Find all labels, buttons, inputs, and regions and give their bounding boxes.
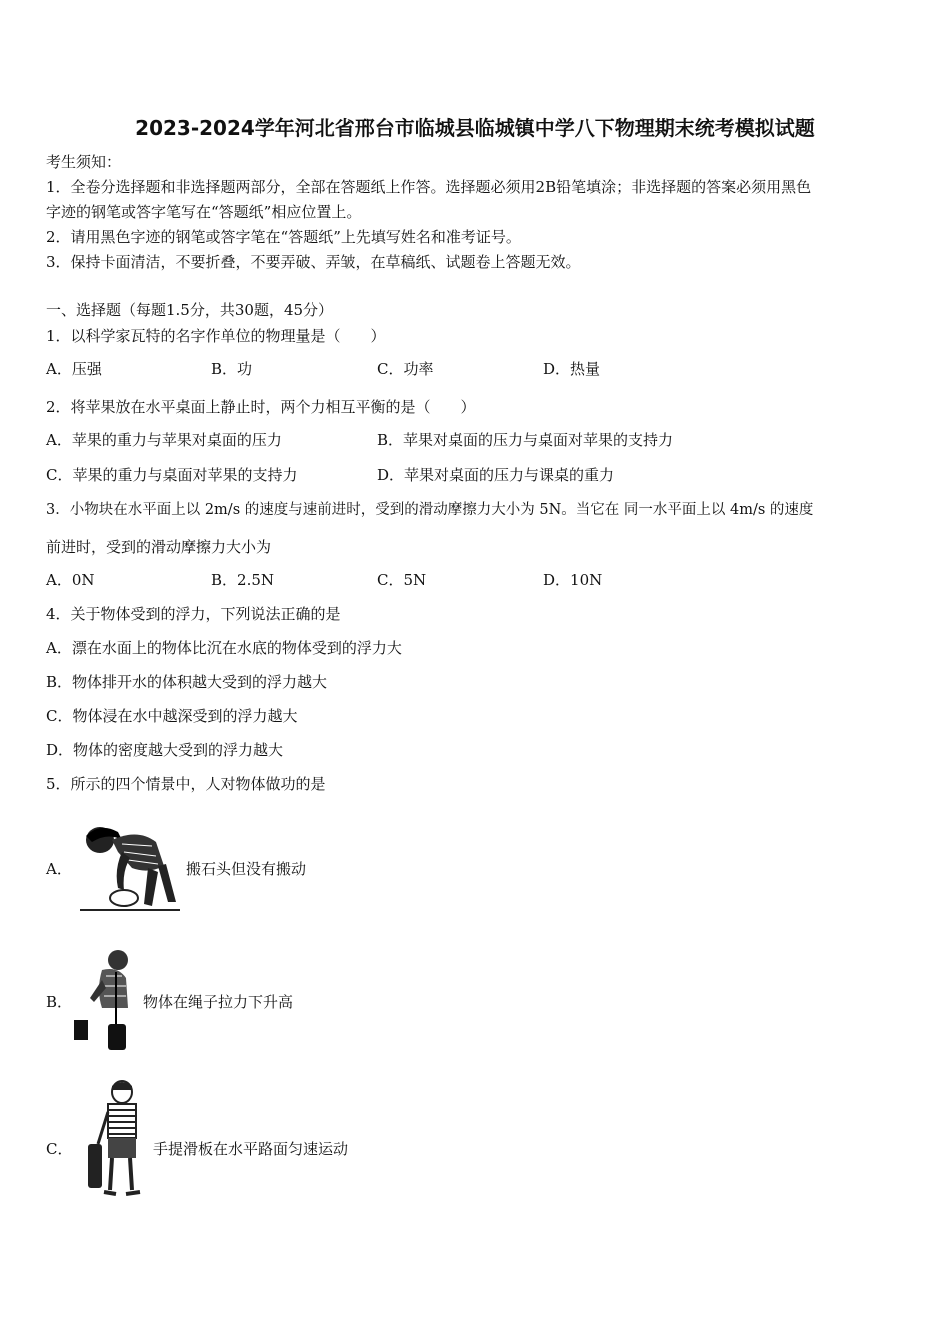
- q4-option-d: D．物体的密度越大受到的浮力越大: [46, 741, 284, 759]
- figure-c-shoes: [104, 1192, 140, 1194]
- notice-line-3: 2．请用黑色字迹的钢笔或答字笔在“答题纸”上先填写姓名和准考证号。: [46, 228, 521, 246]
- q1-option-a: A．压强: [46, 360, 102, 378]
- q2-stem: 2．将苹果放在水平桌面上静止时，两个力相互平衡的是（ ）: [46, 398, 476, 416]
- figure-b-object: [74, 1020, 88, 1040]
- figure-a-leg-right: [158, 864, 176, 902]
- figure-c-legs: [110, 1158, 132, 1190]
- notice-line-2: 字迹的钢笔或答字笔写在“答题纸”相应位置上。: [46, 203, 362, 221]
- q5-option-c-letter: C．: [46, 1140, 73, 1158]
- q3-option-c: C．5N: [377, 571, 427, 589]
- figure-a-arm: [117, 852, 130, 890]
- q2-option-c: C．苹果的重力与桌面对苹果的支持力: [46, 466, 298, 484]
- section-heading: 一、选择题（每题1.5分，共30题，45分）: [46, 301, 334, 319]
- q5-figure-a-person-lifting-stone: [78, 818, 182, 916]
- q5-option-a-letter: A．: [46, 860, 72, 878]
- q5-option-b-letter: B．: [46, 993, 73, 1011]
- figure-b-head: [108, 950, 128, 970]
- q2-option-d: D．苹果对桌面的压力与课桌的重力: [377, 466, 615, 484]
- q4-option-a: A．漂在水面上的物体比沉在水底的物体受到的浮力大: [46, 639, 402, 657]
- figure-c-arm: [98, 1112, 108, 1144]
- q5-stem: 5．所示的四个情景中，人对物体做功的是: [46, 775, 326, 793]
- figure-c-skateboard: [88, 1144, 102, 1188]
- figure-b-bucket: [108, 1024, 126, 1050]
- q5-figure-c-person-carrying-skateboard: [84, 1078, 148, 1202]
- q5-option-c-caption: 手提滑板在水平路面匀速运动: [153, 1140, 349, 1158]
- q3-stem-line-1: 3．小物块在水平面上以 2m/s 的速度与速前进时，受到的滑动摩擦力大小为 5N。当它在 同一水平面上以 4m/s 的速度: [46, 502, 814, 518]
- q3-option-b: B．2.5N: [211, 571, 275, 589]
- q4-option-b: B．物体排开水的体积越大受到的浮力越大: [46, 673, 328, 691]
- q4-stem: 4．关于物体受到的浮力，下列说法正确的是: [46, 605, 341, 623]
- notice-line-4: 3．保持卡面清洁，不要折叠，不要弄破、弄皱，在草稿纸、试题卷上答题无效。: [46, 253, 581, 271]
- q5-option-b-caption: 物体在绳子拉力下升高: [143, 993, 294, 1011]
- q1-option-d: D．热量: [543, 360, 601, 378]
- q3-option-d: D．10N: [543, 571, 603, 589]
- figure-a-stone: [110, 890, 138, 906]
- q1-option-c: C．功率: [377, 360, 434, 378]
- exam-title: 2023-2024学年河北省邢台市临城县临城镇中学八下物理期末统考模拟试题: [135, 116, 815, 140]
- q5-option-a-caption: 搬石头但没有搬动: [186, 860, 307, 878]
- q3-stem-line-2: 前进时，受到的滑动摩擦力大小为: [46, 538, 272, 556]
- q5-figure-b-person-pulling-rope: [72, 946, 138, 1054]
- q1-stem: 1．以科学家瓦特的名字作单位的物理量是（ ）: [46, 327, 386, 345]
- notice-line-1: 1．全卷分选择题和非选择题两部分，全部在答题纸上作答。选择题必须用2B铅笔填涂；非选择题的答案必须用黑色: [46, 178, 812, 196]
- q1-option-b: B．功: [211, 360, 253, 378]
- q2-option-a: A．苹果的重力与苹果对桌面的压力: [46, 431, 282, 449]
- q2-option-b: B．苹果对桌面的压力与桌面对苹果的支持力: [377, 431, 674, 449]
- figure-c-shorts: [108, 1138, 136, 1158]
- figure-a-leg-left: [144, 868, 158, 906]
- q3-option-a: A．0N: [46, 571, 95, 589]
- notice-heading: 考生须知：: [46, 153, 122, 171]
- q4-option-c: C．物体浸在水中越深受到的浮力越大: [46, 707, 298, 725]
